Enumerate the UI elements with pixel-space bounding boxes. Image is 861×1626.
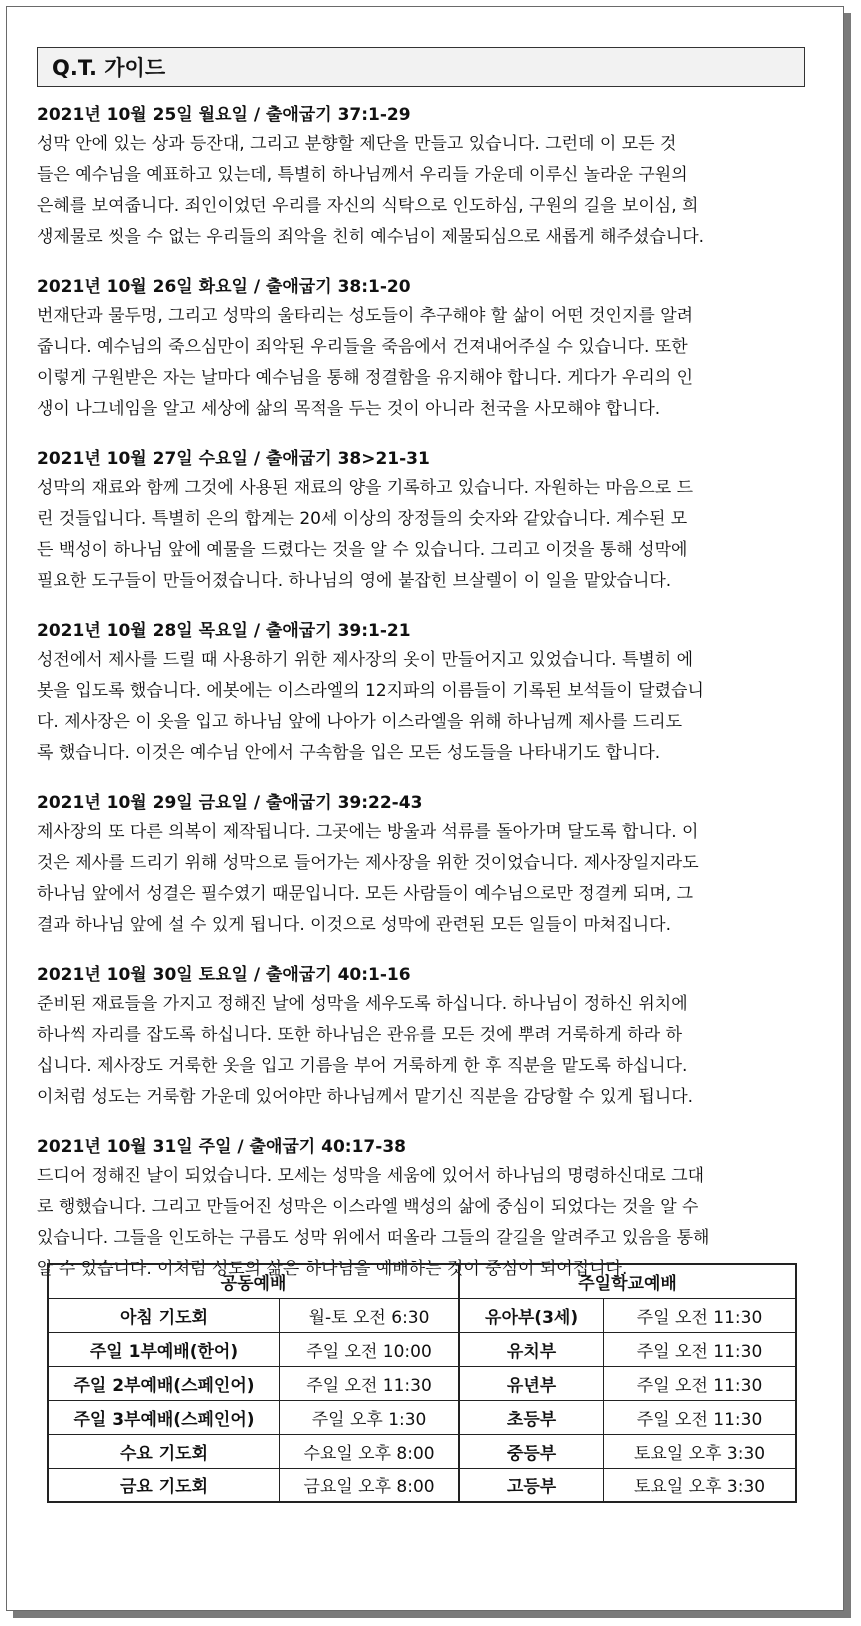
service-time: 금요일 오후 8:00 [280, 1468, 460, 1502]
department-name: 고등부 [459, 1468, 604, 1502]
entry-body [37, 989, 809, 1113]
qt-entry [37, 961, 809, 1113]
entry-body [37, 129, 809, 253]
entry-line: 하나님 앞에서 성결은 필수였기 때문입니다. 모든 사람들이 예수님으로만 정결케 되며, 그 [37, 884, 694, 904]
entry-line: 은혜를 보여줍니다. 죄인이었던 우리를 자신의 식탁으로 인도하심, 구원의 길을 보이심, 희 [37, 196, 699, 216]
table-row [48, 1400, 796, 1434]
service-name: 금요 기도회 [48, 1468, 280, 1502]
entry-header: 2021년 10월 27일 수요일 / 출애굽기 38>21-31 [37, 449, 430, 469]
service-time: 주일 오전 11:30 [280, 1366, 460, 1400]
entry-line: 로 행했습니다. 그리고 만들어진 성막은 이스라엘 백성의 삶에 중심이 되었다는 것을 알 수 [37, 1197, 699, 1217]
entry-line: 있습니다. 그들을 인도하는 구름도 성막 위에서 떠올라 그들의 갈길을 알려주고 있음을 통해 [37, 1228, 710, 1248]
entry-line: 록 했습니다. 이것은 예수님 안에서 구속함을 입은 모든 성도들을 나타내기도 합니다. [37, 743, 661, 763]
entry-body [37, 473, 809, 597]
department-name: 유치부 [459, 1332, 604, 1366]
qt-entry [37, 789, 809, 941]
service-time: 월-토 오전 6:30 [280, 1298, 460, 1332]
service-time: 수요일 오후 8:00 [280, 1434, 460, 1468]
entry-line: 알 수 있습니다. 이처럼 성도의 삶은 하나님을 예배하는 것이 중심이 되어집니다. [37, 1259, 628, 1279]
department-time: 주일 오전 11:30 [604, 1298, 796, 1332]
entry-line: 들은 예수님을 예표하고 있는데, 특별히 하나님께서 우리들 가운데 이루신 놀라운 구원의 [37, 165, 688, 185]
table-row [48, 1468, 796, 1502]
qt-entry [37, 445, 809, 597]
entry-line: 이렇게 구원받은 자는 날마다 예수님을 통해 정결함을 유지해야 합니다. 게다가 우리의 인 [37, 368, 694, 388]
entry-line: 봇을 입도록 했습니다. 에봇에는 이스라엘의 12지파의 이름들이 기록된 보석들이 달렸습니 [37, 681, 704, 701]
table-row [48, 1298, 796, 1332]
qt-entries [37, 101, 809, 1305]
entry-header: 2021년 10월 26일 화요일 / 출애굽기 38:1-20 [37, 277, 411, 297]
department-name: 유년부 [459, 1366, 604, 1400]
department-time: 주일 오전 11:30 [604, 1332, 796, 1366]
department-name: 초등부 [459, 1400, 604, 1434]
service-name: 수요 기도회 [48, 1434, 280, 1468]
table-header: 공동예배 [48, 1264, 459, 1298]
entry-line: 드디어 정해진 날이 되었습니다. 모세는 성막을 세움에 있어서 하나님의 명령하신대로 그대 [37, 1166, 705, 1186]
table-row [48, 1366, 796, 1400]
entry-line: 필요한 도구들이 만들어졌습니다. 하나님의 영에 붙잡힌 브살렐이 이 일을 맡았습니다. [37, 571, 672, 591]
entry-body [37, 817, 809, 941]
entry-line: 줍니다. 예수님의 죽으심만이 죄악된 우리들을 죽음에서 건져내어주실 수 있습니다. 또한 [37, 337, 688, 357]
entry-line: 성전에서 제사를 드릴 때 사용하기 위한 제사장의 옷이 만들어지고 있었습니다. 특별히 에 [37, 650, 694, 670]
table-row [48, 1332, 796, 1366]
service-name: 주일 1부예배(한어) [48, 1332, 280, 1366]
service-time: 주일 오전 10:00 [280, 1332, 460, 1366]
table-header-row [48, 1264, 796, 1298]
entry-line: 다. 제사장은 이 옷을 입고 하나님 앞에 나아가 이스라엘을 위해 하나님께 제사를 드리도 [37, 712, 683, 732]
qt-entry [37, 273, 809, 425]
worship-schedule-table [47, 1263, 797, 1503]
entry-line: 성막의 재료와 함께 그것에 사용된 재료의 양을 기록하고 있습니다. 자원하는 마음으로 드 [37, 478, 694, 498]
entry-line: 번재단과 물두멍, 그리고 성막의 울타리는 성도들이 추구해야 할 삶이 어떤 것인지를 알려 [37, 306, 694, 326]
department-time: 토요일 오후 3:30 [604, 1434, 796, 1468]
department-time: 토요일 오후 3:30 [604, 1468, 796, 1502]
entry-header: 2021년 10월 28일 목요일 / 출애굽기 39:1-21 [37, 621, 411, 641]
entry-line: 이처럼 성도는 거룩함 가운데 있어야만 하나님께서 맡기신 직분을 감당할 수 있게 됩니다. [37, 1087, 694, 1107]
entry-header: 2021년 10월 25일 월요일 / 출애굽기 37:1-29 [37, 105, 411, 125]
bulletin-page [6, 6, 844, 1611]
entry-line: 든 백성이 하나님 앞에 예물을 드렸다는 것을 알 수 있습니다. 그리고 이것을 통해 성막에 [37, 540, 688, 560]
entry-header: 2021년 10월 31일 주일 / 출애굽기 40:17-38 [37, 1137, 406, 1157]
department-name: 중등부 [459, 1434, 604, 1468]
entry-line: 생제물로 씻을 수 없는 우리들의 죄악을 친히 예수님이 제물되심으로 새롭게 해주셨습니다. [37, 227, 705, 247]
entry-body [37, 645, 809, 769]
entry-line: 하나씩 자리를 잡도록 하십니다. 또한 하나님은 관유를 모든 것에 뿌려 거룩하게 하라 하 [37, 1025, 683, 1045]
department-name: 유아부(3세) [459, 1298, 604, 1332]
entry-line: 제사장의 또 다른 의복이 제작됩니다. 그곳에는 방울과 석류를 돌아가며 달도록 합니다. 이 [37, 822, 699, 842]
qt-entry [37, 617, 809, 769]
entry-line: 성막 안에 있는 상과 등잔대, 그리고 분향할 제단을 만들고 있습니다. 그런데 이 모든 것 [37, 134, 677, 154]
qt-entry [37, 101, 809, 253]
service-time: 주일 오후 1:30 [280, 1400, 460, 1434]
entry-line: 린 것들입니다. 특별히 은의 합계는 20세 이상의 장정들의 숫자와 같았습니다. 계수된 모 [37, 509, 688, 529]
service-name: 아침 기도회 [48, 1298, 280, 1332]
service-name: 주일 3부예배(스페인어) [48, 1400, 280, 1434]
entry-line: 결과 하나님 앞에 설 수 있게 됩니다. 이것으로 성막에 관련된 모든 일들이 마쳐집니다. [37, 915, 672, 935]
table-header: 주일학교예배 [459, 1264, 796, 1298]
entry-line: 것은 제사를 드리기 위해 성막으로 들어가는 제사장을 위한 것이었습니다. 제사장일지라도 [37, 853, 699, 873]
entry-line: 십니다. 제사장도 거룩한 옷을 입고 기름을 부어 거룩하게 한 후 직분을 맡도록 하십니다. [37, 1056, 688, 1076]
department-time: 주일 오전 11:30 [604, 1400, 796, 1434]
department-time: 주일 오전 11:30 [604, 1366, 796, 1400]
entry-header: 2021년 10월 30일 토요일 / 출애굽기 40:1-16 [37, 965, 411, 985]
table-row [48, 1434, 796, 1468]
entry-header: 2021년 10월 29일 금요일 / 출애굽기 39:22-43 [37, 793, 423, 813]
page-title: Q.T. 가이드 [37, 47, 805, 87]
entry-line: 준비된 재료들을 가지고 정해진 날에 성막을 세우도록 하십니다. 하나님이 정하신 위치에 [37, 994, 688, 1014]
entry-body [37, 301, 809, 425]
service-name: 주일 2부예배(스페인어) [48, 1366, 280, 1400]
entry-line: 생이 나그네임을 알고 세상에 삶의 목적을 두는 것이 아니라 천국을 사모해야 합니다. [37, 399, 661, 419]
